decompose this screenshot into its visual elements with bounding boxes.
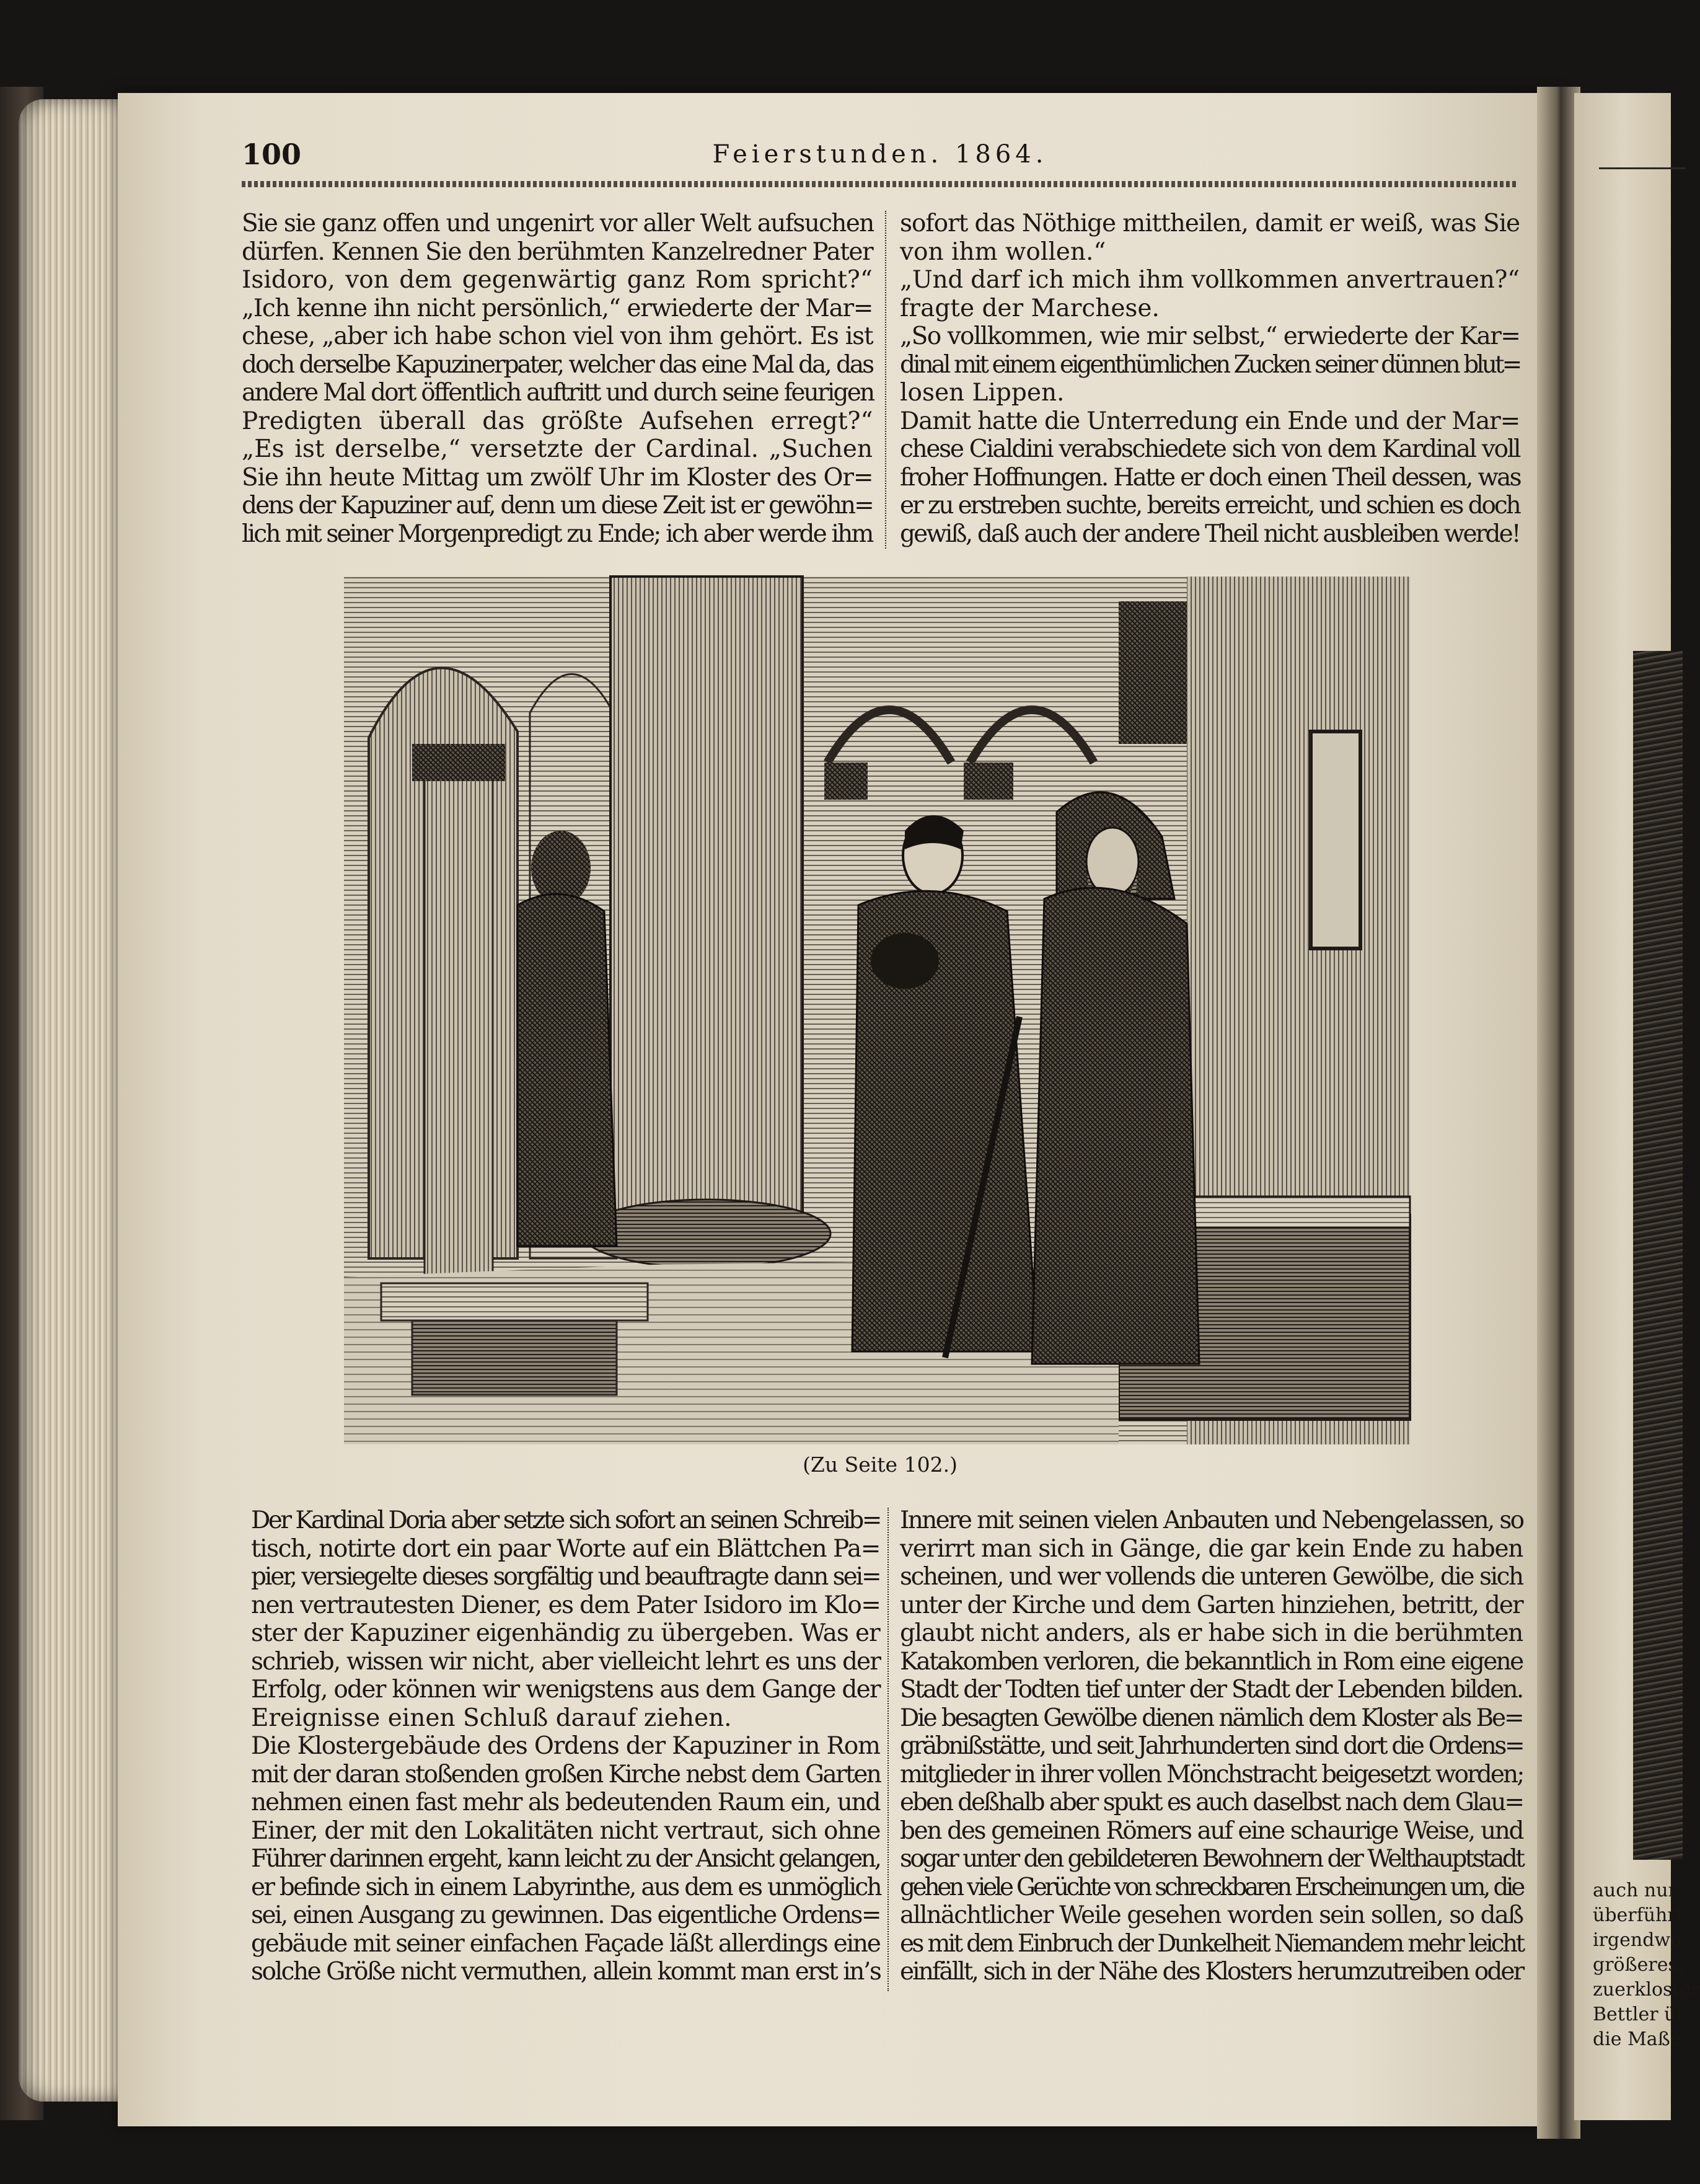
text-line: einfällt, sich in der Nähe des Klosters herumzutreiben oder <box>900 1958 1523 1986</box>
engraving-illustration <box>344 577 1410 1444</box>
text-line: „So vollkommen, wie mir selbst,“ erwiederte der Kar= <box>900 322 1520 350</box>
text-line: Sie sie ganz offen und ungenirt vor aller Welt aufsuchen <box>242 210 874 237</box>
illustration-caption: (Zu Seite 102.) <box>803 1452 958 1477</box>
text-line: doch derselbe Kapuzinerpater, welcher das eine Mal da, das <box>242 350 873 379</box>
text-line: scheinen, und wer vollends die unteren Gewölbe, die sich <box>900 1563 1523 1591</box>
text-column-bottom-left <box>251 1506 880 1986</box>
running-head: Feierstunden. 1864. <box>712 140 1048 169</box>
facing-page-illustration-edge <box>1633 651 1683 1860</box>
facing-page <box>1574 93 1700 2120</box>
text-line: tisch, notirte dort ein paar Worte auf ein Blättchen Pa= <box>251 1534 880 1563</box>
column-divider-top <box>885 211 886 549</box>
text-line: verirrt man sich in Gänge, die gar kein Ende zu haben <box>900 1534 1523 1563</box>
text-line: glaubt nicht anders, als er habe sich in die berühmten <box>900 1619 1523 1647</box>
facing-page-text-line: die Maße <box>1593 2028 1681 2050</box>
text-line: froher Hoffnungen. Hatte er doch einen Theil dessen, was <box>900 463 1521 492</box>
text-line: eben deßhalb aber spukt es auch daselbst nach dem Glau= <box>900 1788 1523 1816</box>
text-line: chese Cialdini verabschiedete sich von dem Kardinal voll <box>900 435 1520 463</box>
text-line: sogar unter den gebildeteren Bewohnern der Welthauptstadt <box>900 1845 1523 1873</box>
text-line: er befinde sich in einem Labyrinthe, aus dem es unmöglich <box>251 1873 881 1901</box>
text-line: pier, versiegelte dieses sorgfältig und beauftragte dann sei= <box>251 1563 880 1591</box>
text-line: „Und darf ich mich ihm vollkommen anvertrauen?“ <box>900 266 1520 294</box>
text-line: allnächtlicher Weile gesehen worden sein sollen, so daß <box>900 1901 1523 1929</box>
text-line: dinal mit einem eigenthümlichen Zucken seiner dünnen blut= <box>900 350 1520 379</box>
text-line: Predigten überall das größte Aufsehen erregt?“ <box>242 407 873 435</box>
text-line: Erfolg, oder können wir wenigstens aus dem Gange der <box>251 1676 880 1704</box>
text-line: mit der daran stoßenden großen Kirche nebst dem Garten <box>251 1760 881 1788</box>
text-line: losen Lippen. <box>900 379 1065 407</box>
text-line: „Ich kenne ihn nicht persönlich,“ erwiederte der Mar= <box>242 294 873 322</box>
text-column-top-right <box>900 210 1520 548</box>
facing-page-text-line: auch nur <box>1593 1880 1677 1901</box>
facing-page-text-line: irgendwo <box>1593 1929 1682 1951</box>
text-line: er zu erstreben suchte, bereits erreicht, und schien es doch <box>900 492 1520 519</box>
text-line: Die besagten Gewölbe dienen nämlich dem Kloster als Be= <box>900 1704 1523 1732</box>
text-line: nehmen einen fast mehr als bedeutenden Raum ein, und <box>251 1788 880 1816</box>
text-line: Stadt der Todten tief unter der Stadt der Lebenden bilden. <box>900 1676 1523 1704</box>
page-number: 100 <box>242 138 302 171</box>
text-line: dürfen. Kennen Sie den berühmten Kanzelredner Pater <box>242 237 873 266</box>
text-line: solche Größe nicht vermuthen, allein kommt man erst in’s <box>251 1958 881 1986</box>
text-line: von ihm wollen.“ <box>900 237 1106 266</box>
facing-page-text-line: Bettler ül <box>1593 2004 1683 2025</box>
text-line: Die Klostergebäude des Ordens der Kapuziner in Rom <box>251 1732 880 1760</box>
text-line: schrieb, wissen wir nicht, aber vielleicht lehrt es uns der <box>251 1647 880 1676</box>
text-line: es mit dem Einbruch der Dunkelheit Niemandem mehr leicht <box>900 1929 1523 1958</box>
text-line: Katakomben verloren, die bekanntlich in Rom eine eigene <box>900 1647 1523 1676</box>
text-line: gebäude mit seiner einfachen Façade läßt allerdings eine <box>251 1929 880 1958</box>
facing-page-text-line: überführt <box>1593 1904 1684 1926</box>
text-column-bottom-right <box>900 1506 1523 1986</box>
text-line: Innere mit seinen vielen Anbauten und Nebengelassen, so <box>900 1506 1523 1534</box>
facing-page-text <box>1593 1878 1700 2052</box>
text-line: Der Kardinal Doria aber setzte sich sofort an seinen Schreib= <box>251 1506 880 1534</box>
header-rule <box>242 181 1518 187</box>
page-header <box>242 138 1518 175</box>
text-line: fragte der Marchese. <box>900 294 1160 322</box>
text-column-top-left <box>242 210 873 548</box>
text-line: gewiß, daß auch der andere Theil nicht ausbleiben werde! <box>900 519 1520 548</box>
text-line: Einer, der mit den Lokalitäten nicht vertraut, sich ohne <box>251 1816 881 1845</box>
text-line: gehen viele Gerüchte von schreckbaren Erscheinungen um, die <box>900 1873 1523 1901</box>
text-line: mitglieder in ihrer vollen Mönchstracht beigesetzt worden; <box>900 1760 1523 1788</box>
text-line: unter der Kirche und dem Garten hinziehen, betritt, der <box>900 1591 1523 1619</box>
text-line: „Es ist derselbe,“ versetzte der Cardinal. „Suchen <box>242 435 873 463</box>
column-divider-bottom <box>887 1508 889 1991</box>
text-line: Führer darinnen ergeht, kann leicht zu der Ansicht gelangen, <box>251 1845 880 1873</box>
text-line: sei, einen Ausgang zu gewinnen. Das eigentliche Ordens= <box>251 1901 880 1929</box>
text-line: Isidoro, von dem gegenwärtig ganz Rom spricht?“ <box>242 266 873 294</box>
text-line: gräbnißstätte, und seit Jahrhunderten sind dort die Ordens= <box>900 1732 1523 1760</box>
text-line: nen vertrautesten Diener, es dem Pater Isidoro im Klo= <box>251 1591 881 1619</box>
text-line: Damit hatte die Unterredung ein Ende und der Mar= <box>900 407 1520 435</box>
facing-page-text-line: zuerkloster <box>1593 1979 1700 2001</box>
text-line: ster der Kapuziner eigenhändig zu übergeben. Was er <box>251 1619 880 1647</box>
text-line: andere Mal dort öffentlich auftritt und durch seine feurigen <box>242 379 874 407</box>
text-line: lich mit seiner Morgenpredigt zu Ende; ich aber werde ihm <box>242 519 873 548</box>
text-line: dens der Kapuziner auf, denn um diese Zeit ist er gewöhn= <box>242 492 873 519</box>
facing-page-text-line: größeres, <box>1593 1954 1684 1976</box>
text-line: Sie ihn heute Mittag um zwölf Uhr im Kloster des Or= <box>242 463 873 492</box>
facing-page-rule <box>1599 167 1686 169</box>
text-line: chese, „aber ich habe schon viel von ihm gehört. Es ist <box>242 322 873 350</box>
text-line: Ereignisse einen Schluß darauf ziehen. <box>251 1704 732 1732</box>
text-line: ben des gemeinen Römers auf eine schaurige Weise, und <box>900 1816 1523 1845</box>
text-line: sofort das Nöthige mittheilen, damit er weiß, was Sie <box>900 210 1520 237</box>
